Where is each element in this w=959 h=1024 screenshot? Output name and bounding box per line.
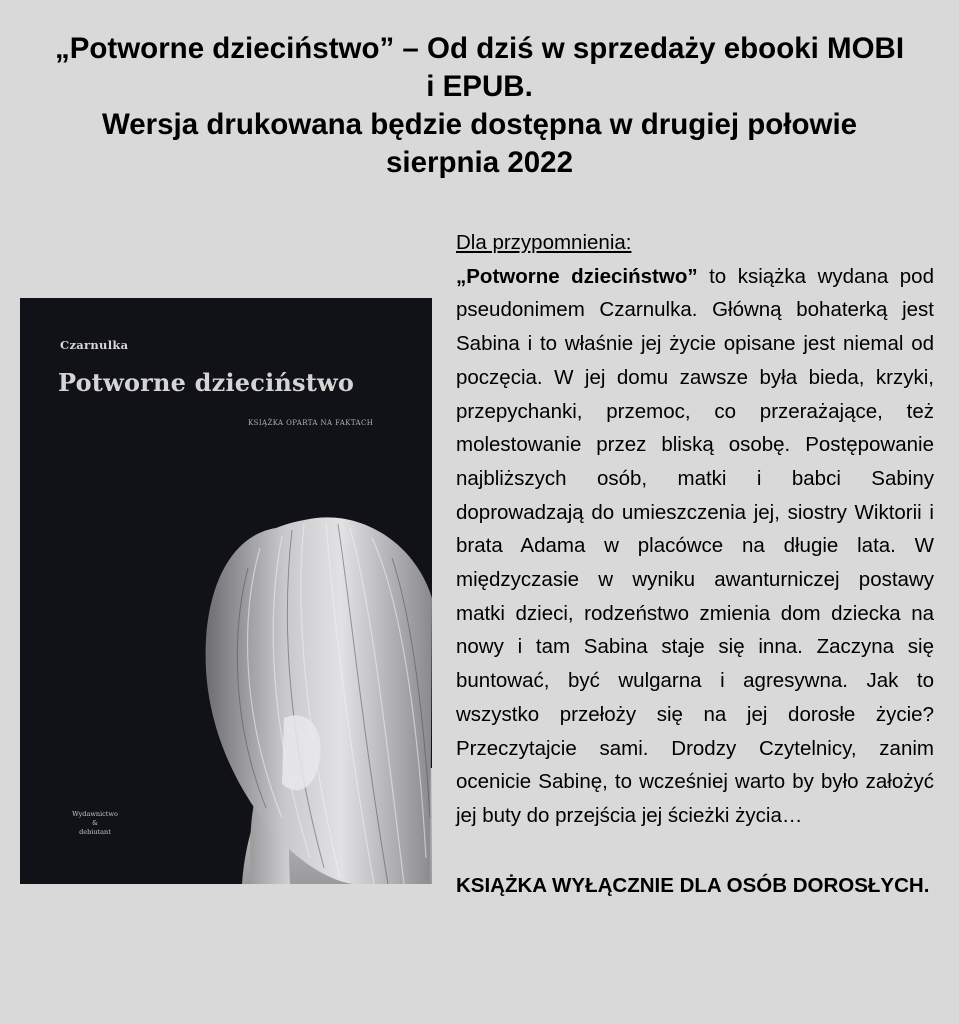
book-description: to książka wydana pod pseudonimem Czarnulka. Główną bohaterką jest Sabina i to właśnie jej życie opisane jest niemal od poczęcia. W jej domu zawsze była bieda, krzyki, przepychanki, przemoc, co przerażające, też molestowanie przez bliską osobę. Postępowanie najbliższych osób, matki i babci Sabiny doprowadzają do umieszczenia jej, siostry Wiktorii i brata Adama w placówce na długie lata. W międzyczasie w wyniku awanturniczej postawy matki dzieci, rodzeństwo zmienia dom dziecka na nowy i tam Sabina staje się inna. Zaczyna się buntować, być wulgarna i agresywna. Jak to wszystko przełoży się na jej dorosłe życie? Przeczytajcie sami. Drodzy Czytelnicy, zanim ocenicie Sabinę, to wcześniej warto by było założyć jej buty do przejścia jej ścieżki życia… <box>456 264 934 827</box>
cover-title: Potworne dzieciństwo <box>58 368 355 397</box>
book-name: „Potworne dzieciństwo” <box>456 264 698 288</box>
book-cover <box>20 298 432 884</box>
headline-line-2: i EPUB. <box>426 70 533 103</box>
cover-publisher-line-1: Wydawnictwo <box>72 810 118 818</box>
adults-only-notice: KSIĄŻKA WYŁĄCZNIE DLA OSÓB DOROSŁYCH. <box>456 873 930 897</box>
headline-line-3: Wersja drukowana będzie dostępna w drugiej połowie <box>101 108 858 141</box>
headline-line-1: „Potworne dzieciństwo” – Od dziś w sprzedaży ebooki MOBI <box>54 32 905 65</box>
article-paragraph <box>456 260 934 833</box>
cover-subtitle: KSIĄŻKA OPARTA NA FAKTACH <box>248 419 374 427</box>
headline-line-4: sierpnia 2022 <box>386 146 573 179</box>
cover-publisher-line-2: & <box>92 819 98 827</box>
article-column <box>456 226 934 902</box>
cover-publisher-line-3: debiutant <box>79 828 111 836</box>
intro-label: Dla przypomnienia: <box>456 231 632 254</box>
headline <box>20 30 939 182</box>
cover-author: Czarnulka <box>60 338 129 352</box>
cover-publisher-logo <box>60 810 130 837</box>
